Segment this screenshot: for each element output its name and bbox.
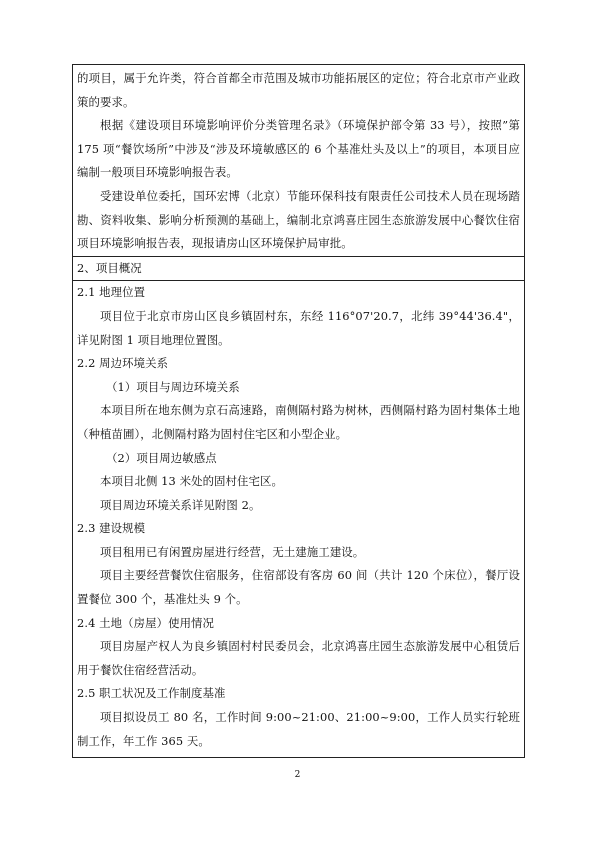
- paragraph-classification: 根据《建设项目环境影响评价分类管理名录》（环境保护部令第 33 号），按照”第 175 项“餐饮场所”中涉及“涉及环境敏感区的 6 个基准灶头及以上”的项目，本项目应编制一般项目环境影响报告表。: [77, 118, 520, 180]
- paragraph-continuation: 的项目，属于允许类，符合首都全市范围及城市功能拓展区的定位；符合北京市产业政策的要求。: [77, 71, 520, 109]
- paragraph-location: 项目位于北京市房山区良乡镇固村东，东经 116°07'20.7，北纬 39°44'36.4"，详见附图 1 项目地理位置图。: [77, 308, 520, 347]
- heading-surroundings: 2.2 周边环境关系: [77, 356, 169, 371]
- paragraph-land-use: 项目房屋产权人为良乡镇固村村民委员会，北京鸿喜庄园生态旅游发展中心租赁后用于餐饮住宿经营活动。: [77, 639, 520, 677]
- heading-staff-schedule: 2.5 职工状况及工作制度基准: [77, 686, 226, 701]
- paragraph-surroundings: 本项目所在地东侧为京石高速路，南侧隔村路为树林，西侧隔村路为固村集体土地（种植苗圃），北侧隔村路为固村住宅区和小型企业。: [77, 403, 520, 441]
- paragraph-staff: 项目拟设员工 80 名，工作时间 9:00~21:00、21:00~9:00，工作人员实行轮班制工作，年工作 365 天。: [77, 710, 520, 748]
- paragraph-surroundings-figure: 项目周边环境关系详见附图 2。: [100, 497, 261, 512]
- report-body: [73, 67, 524, 753]
- subheading-surroundings-relation: （1）项目与周边环境关系: [106, 379, 240, 394]
- section-heading-project-overview: 2、项目概况: [73, 256, 524, 282]
- heading-land-use: 2.4 土地（房屋）使用情况: [77, 615, 215, 630]
- heading-geographic-location: 2.1 地理位置: [77, 285, 146, 300]
- paragraph-commission: 受建设单位委托，国环宏博（北京）节能环保科技有限责任公司技术人员在现场踏勘、资料收集、影响分析预测的基础上，编制北京鸿喜庄园生态旅游发展中心餐饮住宿项目环境影响报告表，现报请房山区环境保护局审批。: [77, 188, 520, 251]
- report-table-frame: [72, 64, 525, 758]
- paragraph-services: 项目主要经营餐饮住宿服务，住宿部设有客房 60 间（共计 120 个床位），餐厅设置餐位 300 个，基准灶头 9 个。: [77, 568, 520, 607]
- paragraph-construction: 项目租用已有闲置房屋进行经营，无土建施工建设。: [100, 544, 365, 559]
- paragraph-sensitive-point: 本项目北侧 13 米处的固村住宅区。: [100, 474, 284, 489]
- subheading-sensitive-points: （2）项目周边敏感点: [106, 450, 217, 465]
- heading-construction-scale: 2.3 建设规模: [77, 521, 146, 536]
- page-number: 2: [294, 770, 301, 780]
